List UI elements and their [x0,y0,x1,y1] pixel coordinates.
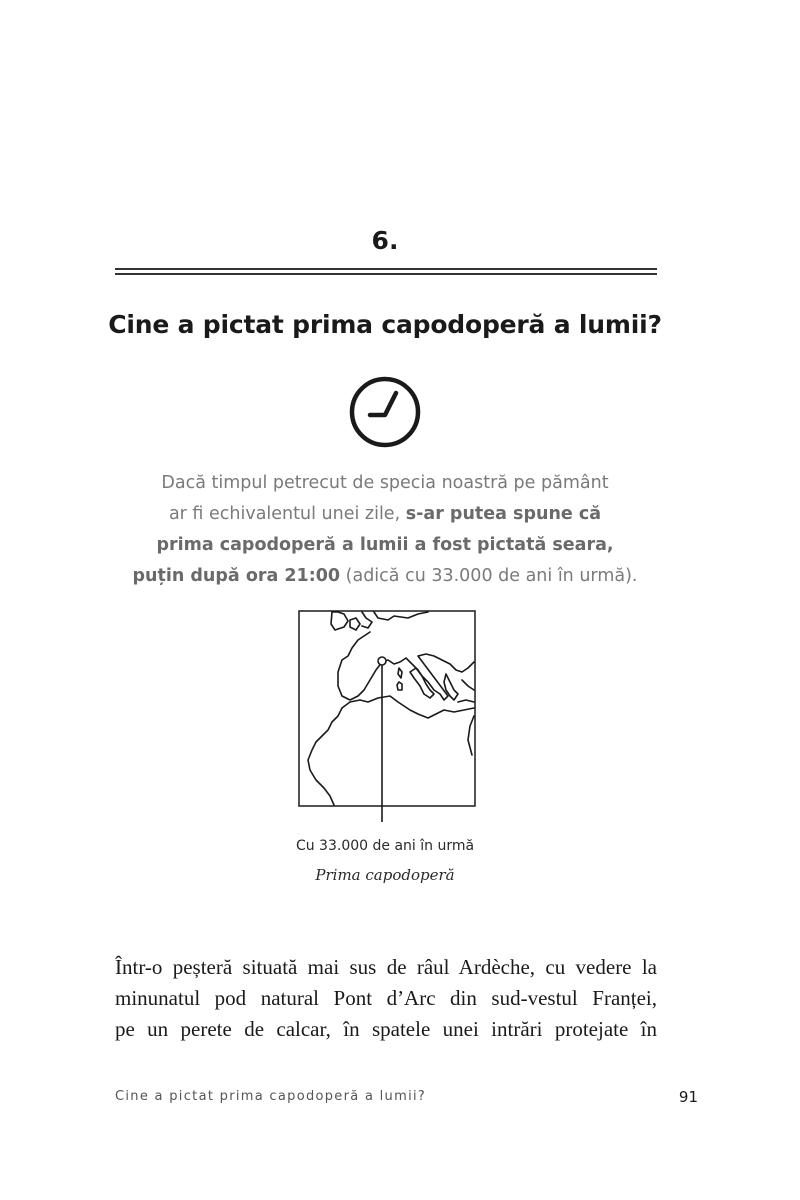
intro-line-4 [100,561,670,592]
intro-line-2-bold: s-ar putea spune că [405,504,602,524]
intro-line-4-bold: puțin după ora 21:00 [132,566,341,586]
chapter-number: 6. [371,226,399,255]
intro-line-3 [100,530,670,561]
intro-line-2 [100,499,670,530]
clock-icon [348,375,422,449]
body-line: minunatul pod natural Pont d’Arc din sud-vestul Franței, [115,986,657,1010]
running-footer-title: Cine a pictat prima capodoperă a lumii? [115,1089,427,1104]
body-paragraph [115,952,657,1045]
intro-line-1: Dacă timpul petrecut de specia noastră pe pământ [161,473,609,493]
chapter-title: Cine a pictat prima capodoperă a lumii? [108,310,662,339]
europe-africa-map-icon [298,610,478,825]
caption-label: Prima capodoperă [315,866,455,884]
intro-line-3-bold: prima capodoperă a lumii a fost pictată seara, [156,535,614,555]
double-rule-bottom [115,273,657,275]
body-line: Într-o peșteră situată mai sus de râul Ardèche, cu vedere la [115,955,657,979]
caption-time: Cu 33.000 de ani în urmă [295,838,475,854]
intro-paragraph [100,468,670,592]
intro-line-2-normal: ar fi echivalentul unei zile, [168,504,406,524]
body-line: pe un perete de calcar, în spatele unei intrări protejate în [115,1017,657,1041]
double-rule-top [115,268,657,270]
intro-line-4-normal: (adică cu 33.000 de ani în urmă). [340,566,638,586]
map-frame [299,611,475,806]
page-number: 91 [678,1088,698,1106]
